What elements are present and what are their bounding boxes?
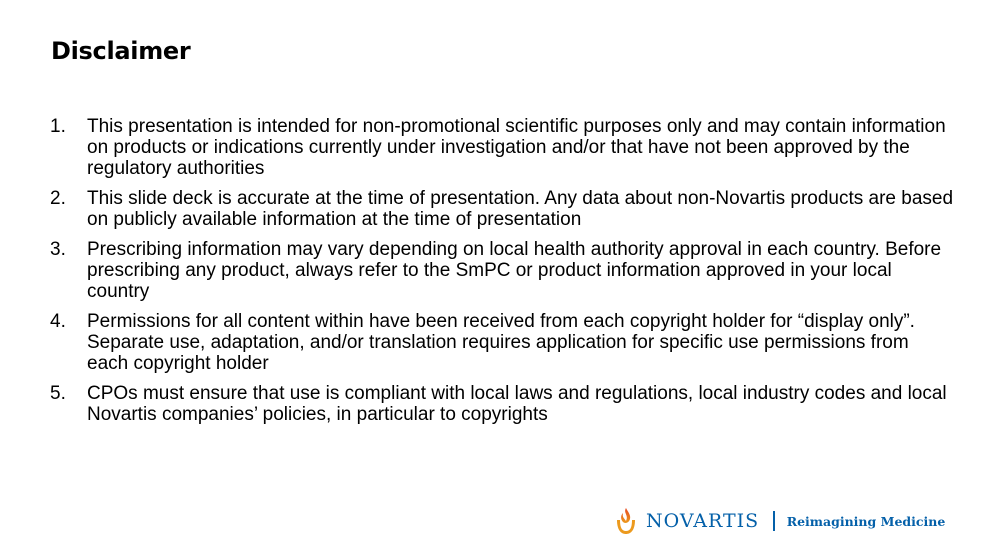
brand-tagline: Reimagining Medicine (786, 513, 946, 529)
novartis-flame-icon (614, 506, 638, 536)
logo-divider (773, 511, 775, 531)
list-item (50, 116, 955, 179)
list-item-number: 2. (50, 188, 66, 209)
list-item-number: 1. (50, 116, 66, 137)
list-item-text: CPOs must ensure that use is compliant with local laws and regulations, local industry codes and local Novartis companies’ policies, in particular to copyrights (87, 383, 947, 425)
list-item (50, 239, 955, 302)
list-item-text: This presentation is intended for non-promotional scientific purposes only and may contain information on products or indications currently under investigation and/or that have not been approved by the regulatory authorities (87, 116, 946, 179)
list-item-text: This slide deck is accurate at the time of presentation. Any data about non-Novartis products are based on publicly available information at the time of presentation (87, 188, 954, 230)
list-item-number: 5. (50, 383, 66, 404)
brand-name: NOVARTIS (646, 510, 760, 532)
novartis-logo (614, 505, 945, 537)
list-item (50, 311, 955, 374)
slide-title: Disclaimer (51, 37, 191, 65)
list-item (50, 383, 955, 425)
disclaimer-list (50, 116, 955, 434)
list-item-text: Permissions for all content within have been received from each copyright holder for “display only”. Separate use, adaptation, and/or translation requires application for specific use permissions from each copyright holder (87, 311, 915, 374)
list-item-text: Prescribing information may vary depending on local health authority approval in each country. Before prescribing any product, always refer to the SmPC or product information approved in your local country (87, 239, 942, 302)
list-item-number: 3. (50, 239, 66, 260)
list-item-number: 4. (50, 311, 66, 332)
list-item (50, 188, 955, 230)
